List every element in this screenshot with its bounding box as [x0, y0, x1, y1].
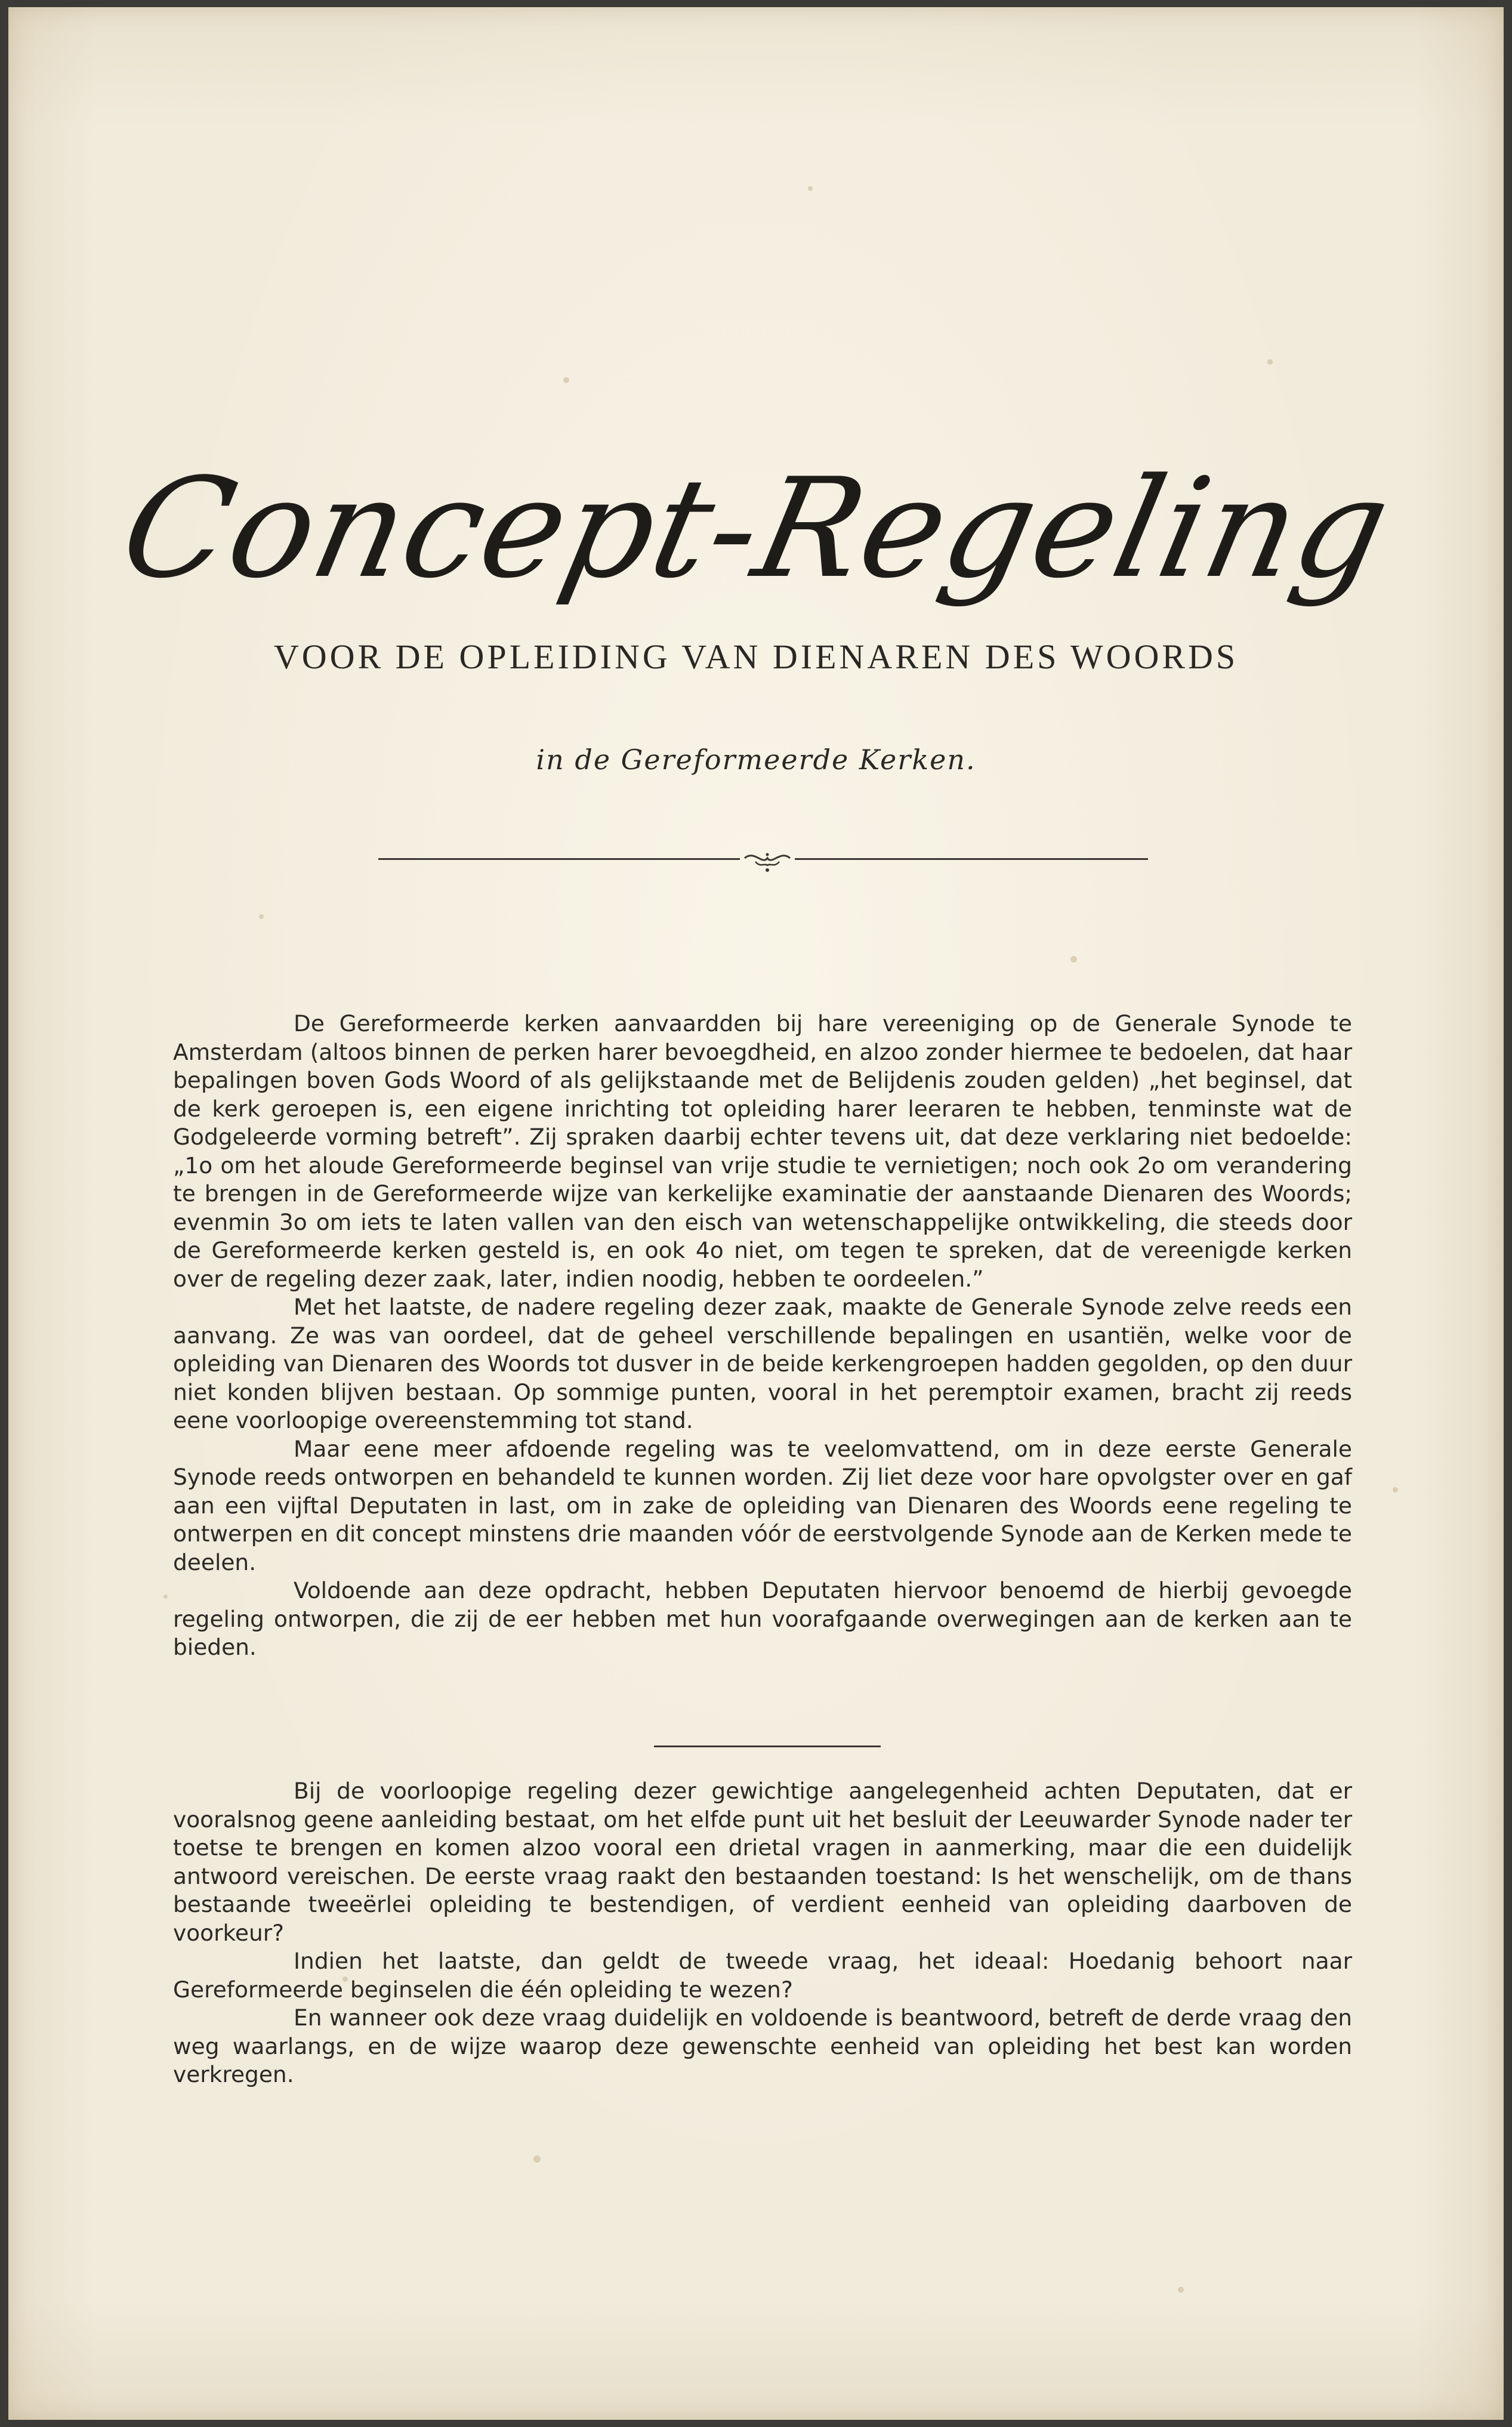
foxing-spot	[563, 377, 569, 383]
paragraph: Maar eene meer afdoende regeling was te veelomvattend, om in deze eerste Generale Synode reeds ontworpen en behandeld te kunnen worden. Zij liet deze voor hare opvolgster over en gaf aan een vijftal Deputaten in last, om in zake de opleiding van Dienaren des Woords eene regeling te ontwerpen en dit concept minstens drie maanden vóór de eerstvolgende Synode aan de Kerken mede te deelen.	[173, 1435, 1352, 1575]
document-subtitle: VOOR DE OPLEIDING VAN DIENAREN DES WOORDS	[273, 637, 1239, 676]
paragraph: Indien het laatste, dan geldt de tweede vraag, het ideaal: Hoedanig behoort naar Gereformeerde beginselen die één opleiding te wezen?	[173, 1948, 1352, 2003]
paragraph: Met het laatste, de nadere regeling dezer zaak, maakte de Generale Synode zelve reeds een aanvang. Ze was van oordeel, dat de geheel verschillende bepalingen en usantiën, welke voor de opleiding van Dienaren des Woords tot dusver in de beide kerkengroepen hadden gegolden, op den duur niet konden blijven bestaan. Op sommige punten, vooral in het peremptoir examen, bracht zij reeds eene voorloopige overeenstemming tot stand.	[173, 1294, 1352, 1433]
foxing-spot	[1267, 359, 1273, 365]
section-considerations	[173, 1777, 1352, 2089]
foxing-spot	[163, 1595, 168, 1599]
paragraph: Bij de voorloopige regeling dezer gewichtige aangelegenheid achten Deputaten, dat er vooralsnog geene aanleiding bestaat, om het elfde punt uit het besluit der Leeuwarder Synode nader ter toetse te brengen en komen alzoo vooral een drietal vragen in aanmerking, maar die een duidelijk antwoord vereischen. De eerste vraag raakt den bestaanden toestand: Is het wenschelijk, om de thans bestaande tweeërlei opleiding te bestendigen, of verdient eenheid van opleiding daarboven de voorkeur?	[173, 1778, 1352, 1946]
section-rule	[654, 1746, 881, 1747]
foxing-spot	[259, 914, 264, 919]
section-introduction	[173, 1010, 1352, 1662]
document-page	[8, 7, 1504, 2420]
foxing-spot	[1070, 956, 1077, 963]
foxing-spot	[1178, 2287, 1184, 2293]
scroll-ornament-icon	[742, 847, 792, 874]
foxing-spot	[533, 2155, 541, 2163]
paragraph: En wanneer ook deze vraag duidelijk en voldoende is beantwoord, betreft de derde vraag den weg waarlangs, en de wijze waarop deze gewenschte eenheid van opleiding het best kan worden verkregen.	[173, 2004, 1352, 2087]
divider-line-left	[378, 858, 740, 860]
foxing-spot	[1393, 1487, 1398, 1492]
divider-line-right	[795, 858, 1148, 860]
church-line: in de Gereformeerde Kerken.	[536, 744, 976, 776]
document-title: Concept-Regeling	[109, 449, 1403, 609]
paragraph: Voldoende aan deze opdracht, hebben Deputaten hiervoor benoemd de hierbij gevoegde regeling ontworpen, die zij de eer hebben met hun voorafgaande overwegingen aan de kerken aan te bieden.	[173, 1577, 1352, 1660]
foxing-spot	[808, 186, 813, 191]
paragraph: De Gereformeerde kerken aanvaardden bij hare vereeniging op de Generale Synode te Amsterdam (altoos binnen de perken harer bevoegdheid, en alzoo zonder hiermee te bedoelen, dat haar bepalingen boven Gods Woord of als gelijkstaande met de Belijdenis zouden gelden) „het beginsel, dat de kerk geroepen is, een eigene inrichting tot opleiding harer leeraren te hebben, tenminste wat de Godgeleerde vorming betreft”. Zij spraken daarbij echter tevens uit, dat deze verklaring niet bedoelde: „1o om het aloude Gereformeerde beginsel van vrije studie te vernietigen; noch ook 2o om verandering te brengen in de Gereformeerde wijze van kerkelijke examinatie der aanstaande Dienaren des Woords; evenmin 3o om iets te laten vallen van den eisch van wetenschappelijke ontwikkeling, die steeds door de Gereformeerde kerken gesteld is, en ook 4o niet, om tegen te spreken, dat de vereenigde kerken over de regeling dezer zaak, later, indien noodig, hebben te oordeelen.”	[173, 1010, 1352, 1292]
